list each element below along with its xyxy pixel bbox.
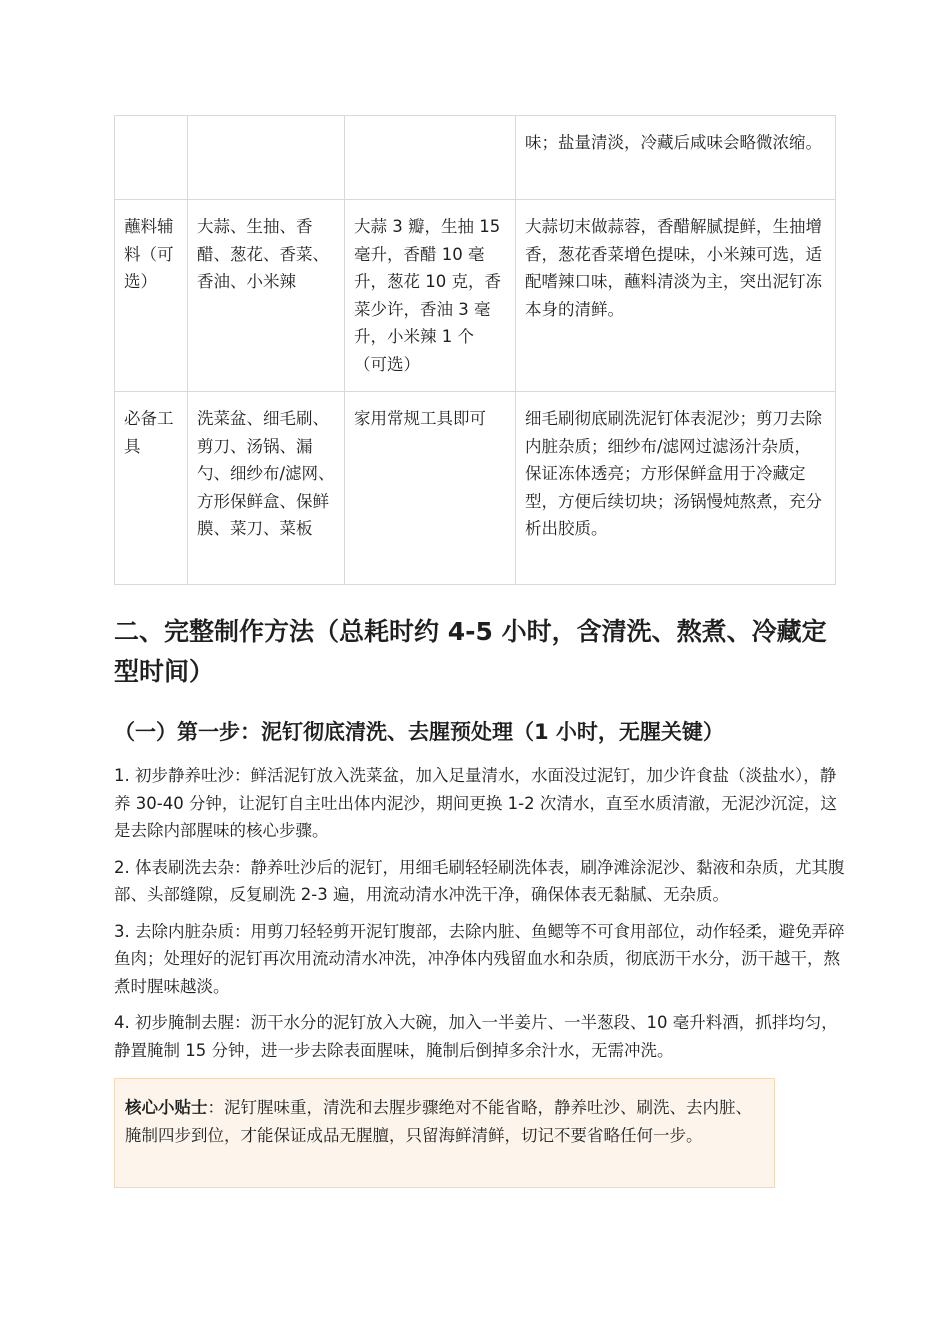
- table-cell: [115, 116, 188, 200]
- step-paragraph: 4. 初步腌制去腥：沥干水分的泥钉放入大碗，加入一半姜片、一半葱段、10 毫升料酒，抓拌均匀，静置腌制 15 分钟，进一步去除表面腥味，腌制后倒掉多余汁水，无需冲洗。: [114, 1013, 838, 1060]
- table-row: [115, 392, 836, 585]
- table-cell: [188, 116, 345, 200]
- table-cell: 必备工具: [115, 392, 188, 585]
- table-cell: 大蒜 3 瓣，生抽 15 毫升，香醋 10 毫升，葱花 10 克，香菜少许，香油 3 毫升，小米辣 1 个（可选）: [345, 200, 516, 392]
- table-row: [115, 116, 836, 200]
- ingredients-table: [114, 115, 836, 585]
- step-paragraph: 1. 初步静养吐沙：鲜活泥钉放入洗菜盆，加入足量清水，水面没过泥钉，加少许食盐（淡盐水），静养 30-40 分钟，让泥钉自主吐出体内泥沙，期间更换 1-2 次清水，直至水质清澈，无泥沙沉淀，这是去除内部腥味的核心步骤。: [114, 766, 837, 840]
- table-cell: [345, 116, 516, 200]
- table-cell: 味；盐量清淡，冷藏后咸味会略微浓缩。: [516, 116, 836, 200]
- table-cell: 家用常规工具即可: [345, 392, 516, 585]
- table-row: [115, 200, 836, 392]
- table-cell: 洗菜盆、细毛刷、剪刀、汤锅、漏勺、细纱布/滤网、方形保鲜盒、保鲜膜、菜刀、菜板: [188, 392, 345, 585]
- table-cell: 细毛刷彻底刷洗泥钉体表泥沙；剪刀去除内脏杂质；细纱布/滤网过滤汤汁杂质，保证冻体透亮；方形保鲜盒用于冷藏定型，方便后续切块；汤锅慢炖熬煮，充分析出胶质。: [516, 392, 836, 585]
- tip-box: [114, 1078, 775, 1188]
- step-list: [114, 762, 849, 1073]
- step-paragraph: 3. 去除内脏杂质：用剪刀轻轻剪开泥钉腹部，去除内脏、鱼鳃等不可食用部位，动作轻柔，避免弄碎鱼肉；处理好的泥钉再次用流动清水冲洗，冲净体内残留血水和杂质，彻底沥干水分，沥干越干，熬煮时腥味越淡。: [114, 921, 845, 996]
- tip-label: 核心小贴士: [125, 1098, 208, 1117]
- table-cell: 蘸料辅料（可选）: [115, 200, 188, 392]
- table-cell: 大蒜切末做蒜蓉，香醋解腻提鲜，生抽增香，葱花香菜增色提味，小米辣可选，适配嗜辣口味，蘸料清淡为主，突出泥钉冻本身的清鲜。: [516, 200, 836, 392]
- section-heading: 二、完整制作方法（总耗时约 4-5 小时，含清洗、熬煮、冷藏定型时间）: [114, 617, 827, 686]
- tip-text: ：泥钉腥味重，清洗和去腥步骤绝对不能省略，静养吐沙、刷洗、去内脏、腌制四步到位，才能保证成品无腥膻，只留海鲜清鲜，切记不要省略任何一步。: [125, 1098, 752, 1145]
- step-heading: （一）第一步：泥钉彻底清洗、去腥预处理（1 小时，无腥关键）: [114, 720, 724, 744]
- step-paragraph: 2. 体表刷洗去杂：静养吐沙后的泥钉，用细毛刷轻轻刷洗体表，刷净滩涂泥沙、黏液和杂质，尤其腹部、头部缝隙，反复刷洗 2-3 遍，用流动清水冲洗干净，确保体表无黏腻、无杂质。: [114, 857, 845, 904]
- table-cell: 大蒜、生抽、香醋、葱花、香菜、香油、小米辣: [188, 200, 345, 392]
